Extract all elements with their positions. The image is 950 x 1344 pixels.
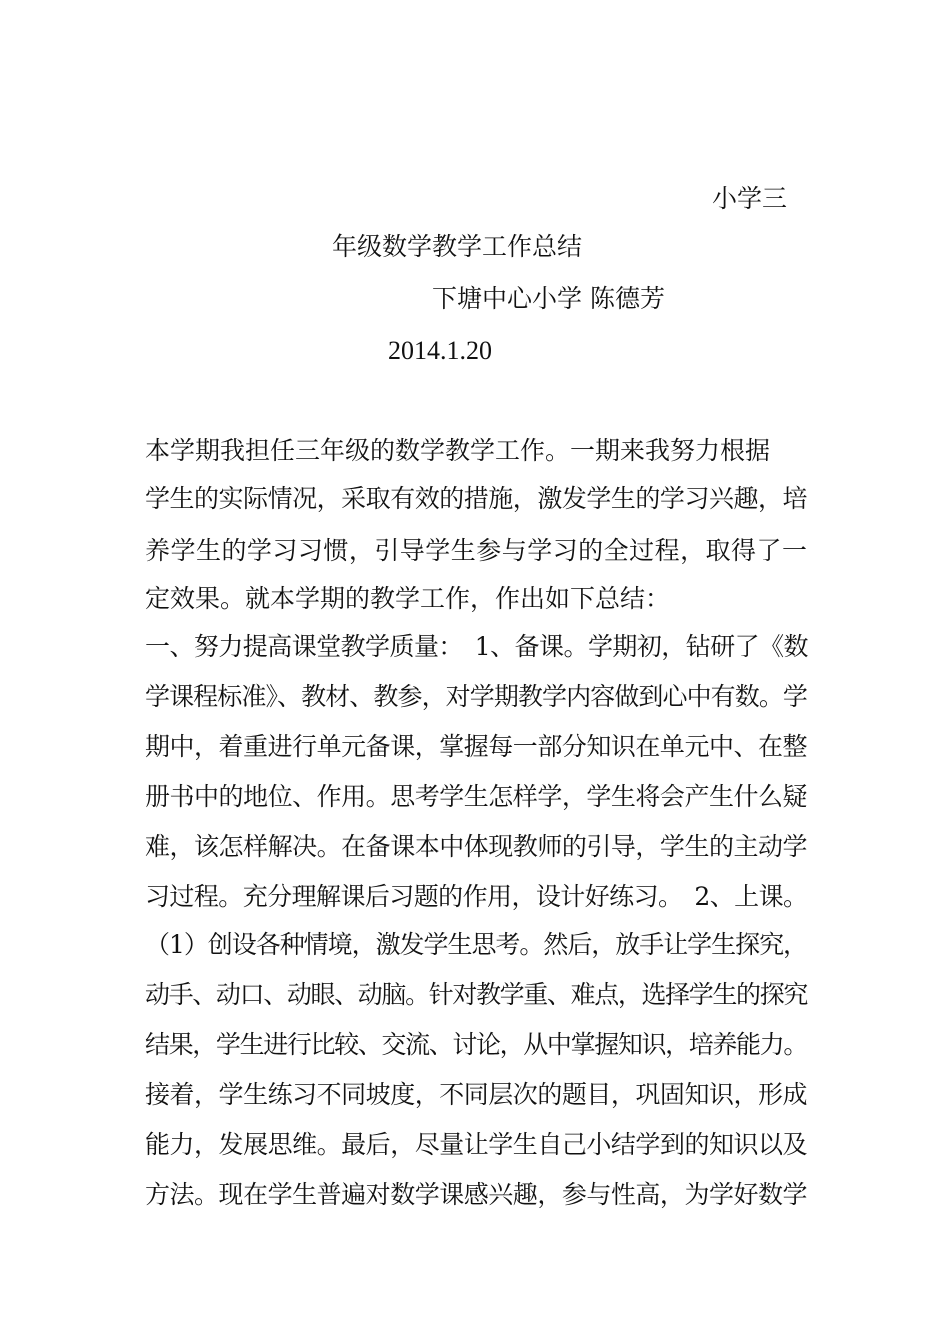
body-line: 学课程标准》、教材、教参，对学期教学内容做到心中有数。学 [145, 682, 807, 711]
body-line: 动手、动口、动眼、动脑。针对教学重、难点，选择学生的探究 [145, 980, 807, 1009]
body-line: 定效果。就本学期的教学工作，作出如下总结： [145, 584, 671, 613]
body-line: 一、努力提高课堂教学质量： 1、备课。学期初，钻研了《数 [145, 632, 809, 661]
body-line: 学生的实际情况，采取有效的措施，激发学生的学习兴趣，培 [145, 484, 808, 513]
body-line: 能力，发展思维。最后，尽量让学生自己小结学到的知识以及 [145, 1130, 808, 1159]
body-line: 方法。现在学生普遍对数学课感兴趣，参与性高，为学好数学 [145, 1180, 808, 1209]
title-line-2: 年级数学教学工作总结 [332, 232, 583, 261]
body-line: 册书中的地位、作用。思考学生怎样学，学生将会产生什么疑 [145, 782, 808, 811]
title-line-1: 小学三 [712, 184, 788, 213]
body-line: 期中，着重进行单元备课，掌握每一部分知识在单元中、在整 [145, 732, 808, 761]
author-line: 下塘中心小学 陈德芳 [432, 284, 665, 313]
body-line: （1）创设各种情境，激发学生思考。然后，放手让学生探究， [145, 930, 807, 959]
body-line: 习过程。充分理解课后习题的作用，设计好练习。 2、上课。 [145, 882, 808, 911]
body-line: 本学期我担任三年级的数学教学工作。一期来我努力根据 [145, 436, 771, 465]
body-line: 接着，学生练习不同坡度，不同层次的题目，巩固知识，形成 [145, 1080, 808, 1109]
body-line: 养学生的学习习惯，引导学生参与学习的全过程，取得了一 [145, 536, 807, 565]
body-line: 难，该怎样解决。在备课本中体现教师的引导，学生的主动学 [145, 832, 808, 861]
date-line: 2014.1.20 [388, 336, 492, 365]
body-line: 结果，学生进行比较、交流、讨论，从中掌握知识，培养能力。 [145, 1030, 807, 1059]
